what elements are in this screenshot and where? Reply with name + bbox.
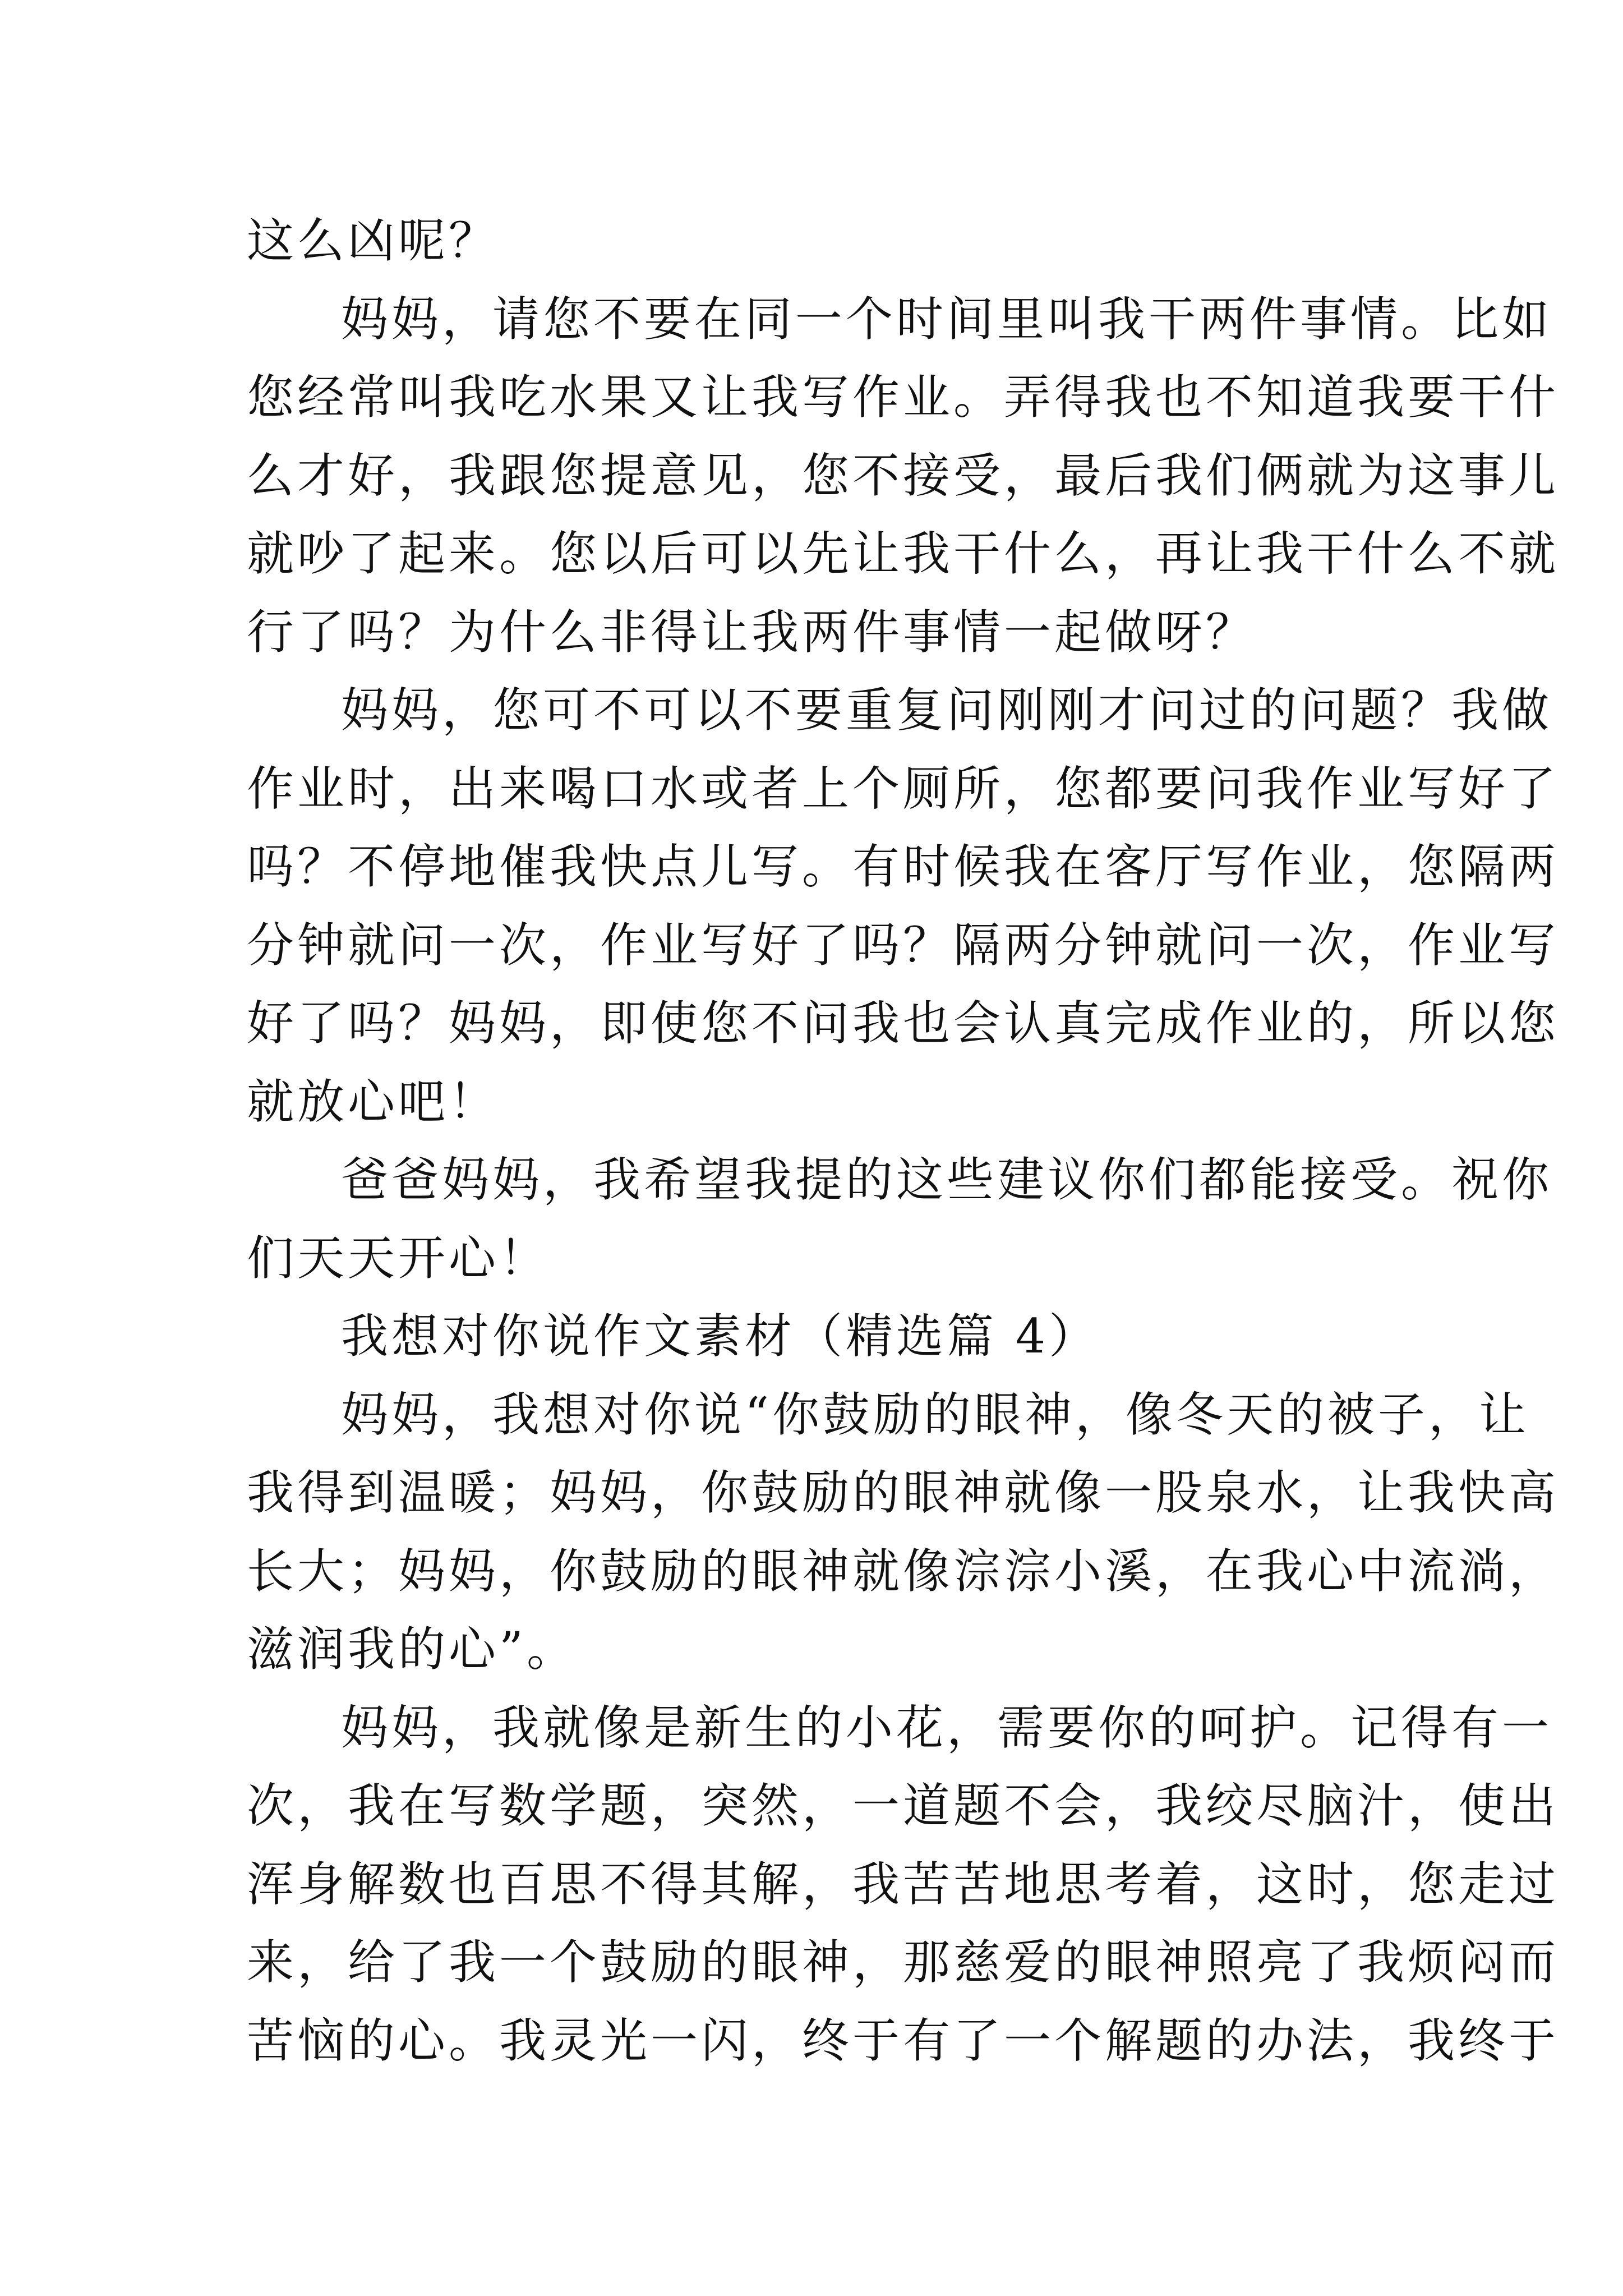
text-line: 您经常叫我吃水果又让我写作业。弄得我也不知道我要干什 [247,370,1560,425]
paragraph-start-line: 妈妈，您可不可以不要重复问刚刚才问过的问题？我做 [341,683,1553,738]
paragraph-start-line: 妈妈，请您不要在同一个时间里叫我干两件事情。比如 [341,291,1553,347]
text-line: 次，我在写数学题，突然，一道题不会，我绞尽脑汁，使出 [247,1778,1560,1833]
text-line: 好了吗？妈妈，即使您不问我也会认真完成作业的，所以您 [247,996,1560,1051]
text-line: 行了吗？为什么非得让我两件事情一起做呀？ [247,604,1257,660]
paragraph-start-line: 爸爸妈妈，我希望我提的这些建议你们都能接受。祝你 [341,1152,1553,1207]
text-line: 么才好，我跟您提意见，您不接受，最后我们俩就为这事儿 [247,448,1560,503]
text-line: 滋润我的心”。 [247,1622,577,1677]
text-line: 这么凶呢？ [247,213,500,268]
text-line: 分钟就问一次，作业写好了吗？隔两分钟就问一次，作业写 [247,917,1560,973]
text-line: 就吵了起来。您以后可以先让我干什么，再让我干什么不就 [247,526,1560,581]
paragraph-start-line: 妈妈，我想对你说“你鼓励的眼神，像冬天的被子，让 [341,1387,1529,1442]
text-line: 们天天开心！ [247,1230,550,1286]
text-line: 来，给了我一个鼓励的眼神，那慈爱的眼神照亮了我烦闷而 [247,1935,1560,1990]
section-heading: 我想对你说作文素材（精选篇 4） [341,1309,1100,1364]
text-line: 长大；妈妈，你鼓励的眼神就像淙淙小溪，在我心中流淌， [247,1543,1560,1599]
text-line: 浑身解数也百思不得其解，我苦苦地思考着，这时，您走过 [247,1856,1560,1912]
body-text [247,202,1560,2080]
text-line: 苦恼的心。我灵光一闪，终于有了一个解题的办法，我终于 [247,2013,1560,2068]
text-line: 作业时，出来喝口水或者上个厕所，您都要问我作业写好了 [247,761,1560,816]
text-line: 就放心吧！ [247,1074,500,1129]
text-line: 我得到温暖；妈妈，你鼓励的眼神就像一股泉水，让我快高 [247,1465,1560,1520]
paragraph-start-line: 妈妈，我就像是新生的小花，需要你的呵护。记得有一 [341,1700,1553,1755]
text-line: 吗？不停地催我快点儿写。有时候我在客厅写作业，您隔两 [247,839,1560,894]
